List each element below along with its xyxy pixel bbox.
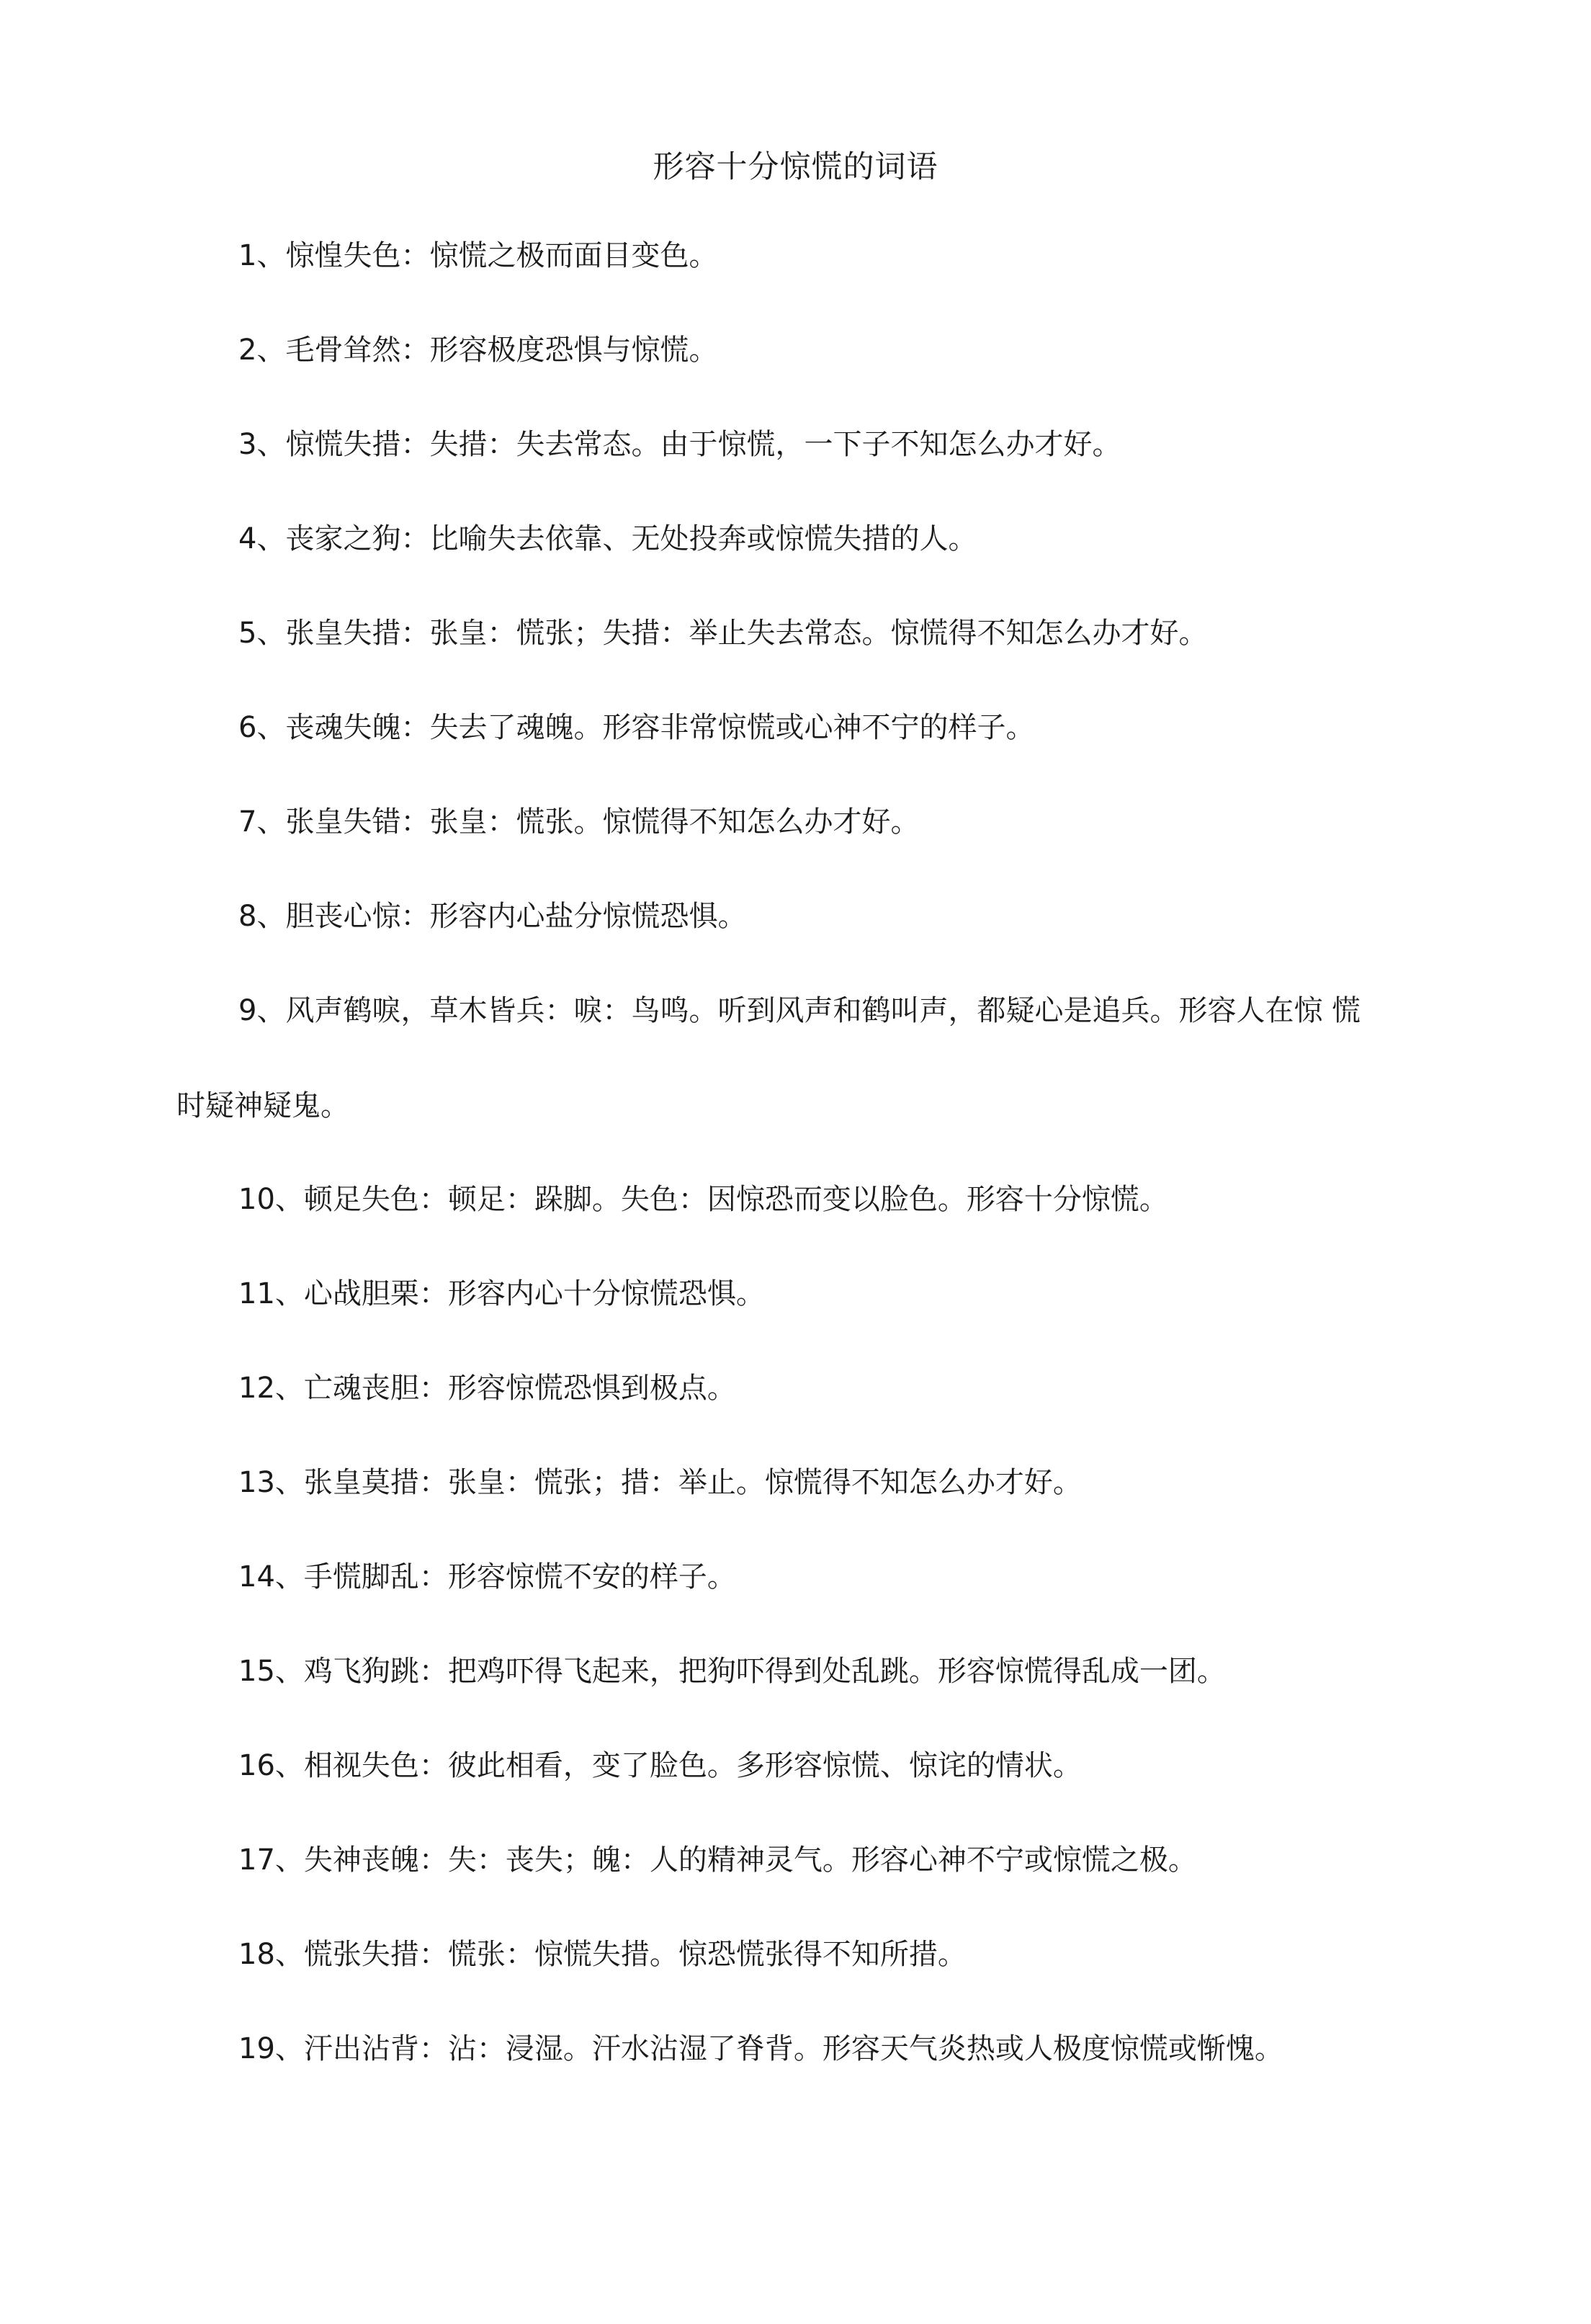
- list-item-14: 14、手慌脚乱：形容惊慌不安的样子。: [238, 1560, 736, 1594]
- list-item-3: 3、惊慌失措：失措：失去常态。由于惊慌，一下子不知怎么办才好。: [238, 428, 1121, 461]
- list-item-13: 13、张皇莫措：张皇：慌张；措：举止。惊慌得不知怎么办才好。: [238, 1466, 1082, 1499]
- list-item-10: 10、顿足失色：顿足：跺脚。失色：因惊恐而变以脸色。形容十分惊慌。: [238, 1183, 1168, 1216]
- list-item-17: 17、失神丧魄：失：丧失；魄：人的精神灵气。形容心神不宁或惊慌之极。: [238, 1843, 1197, 1877]
- list-item-7: 7、张皇失错：张皇：慌张。惊慌得不知怎么办才好。: [238, 805, 920, 839]
- list-item-9-line-1: 9、风声鹤唳，草木皆兵：唳：鸟鸣。听到风声和鹤叫声，都疑心是追兵。形容人在惊 慌: [238, 994, 1361, 1027]
- list-item-15: 15、鸡飞狗跳：把鸡吓得飞起来，把狗吓得到处乱跳。形容惊慌得乱成一团。: [238, 1655, 1226, 1688]
- list-item-4: 4、丧家之狗：比喻失去依靠、无处投奔或惊慌失措的人。: [238, 522, 977, 555]
- list-item-16: 16、相视失色：彼此相看，变了脸色。多形容惊慌、惊诧的情状。: [238, 1749, 1082, 1782]
- list-item-5: 5、张皇失措：张皇：慌张；失措：举止失去常态。惊慌得不知怎么办才好。: [238, 617, 1208, 650]
- list-item-9-line-2: 时疑神疑鬼。: [176, 1089, 349, 1122]
- list-item-12: 12、亡魂丧胆：形容惊慌恐惧到极点。: [238, 1372, 736, 1405]
- list-item-19: 19、汗出沾背：沾：浸湿。汗水沾湿了脊背。形容天气炎热或人极度惊慌或惭愧。: [238, 2032, 1283, 2065]
- list-item-2: 2、毛骨耸然：形容极度恐惧与惊慌。: [238, 334, 718, 367]
- page-title: 形容十分惊慌的词语: [653, 149, 938, 185]
- list-item-1: 1、惊惶失色：惊慌之极而面目变色。: [238, 239, 718, 272]
- list-item-11: 11、心战胆栗：形容内心十分惊慌恐惧。: [238, 1277, 765, 1310]
- list-item-6: 6、丧魂失魄：失去了魂魄。形容非常惊慌或心神不宁的样子。: [238, 711, 1035, 744]
- list-item-18: 18、慌张失措：慌张：惊慌失措。惊恐慌张得不知所措。: [238, 1938, 967, 1971]
- list-item-8: 8、胆丧心惊：形容内心盐分惊慌恐惧。: [238, 900, 747, 933]
- list-item-9: [176, 990, 1433, 1127]
